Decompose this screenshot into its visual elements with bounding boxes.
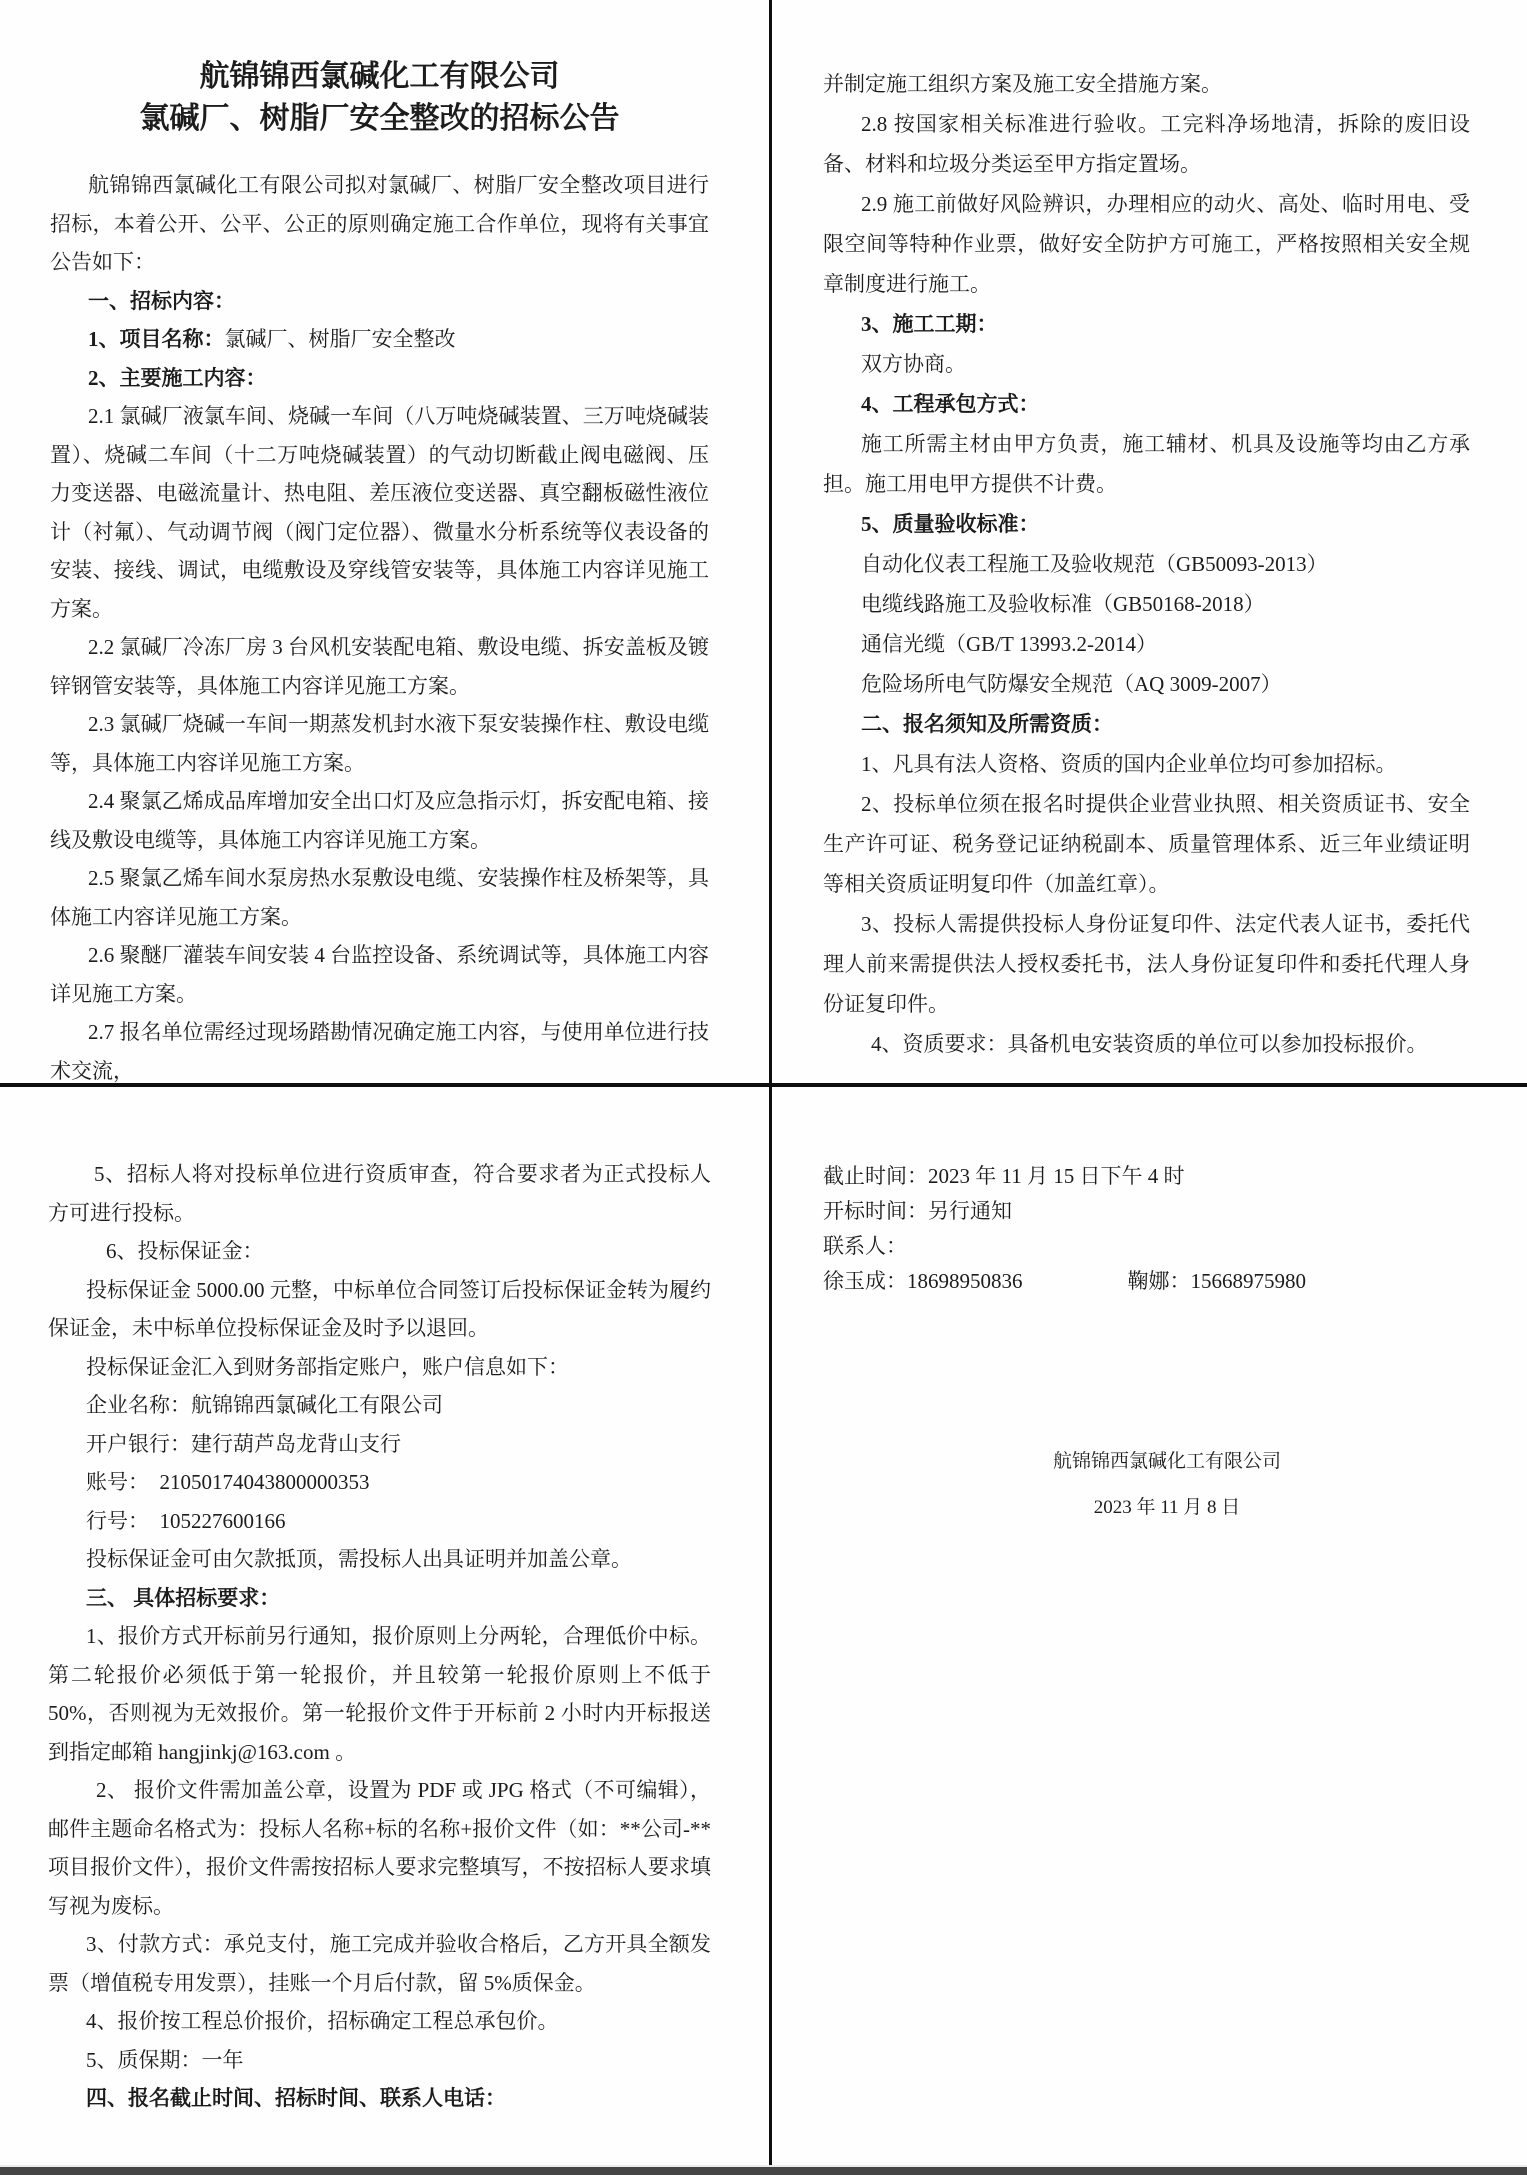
registration-note-4: 4、资质要求：具备机电安装资质的单位可以参加投标报价。 [871,1032,1428,1056]
standard-gbt13993: 通信光缆（GB/T 13993.2-2014） [861,632,1157,656]
work-item-2-9: 2.9 施工前做好风险辨识，办理相应的动火、高处、临时用电、受限空间等特种作业票，做好安全防护方可施工，严格按照相关安全规章制度进行施工。 [823,192,1470,296]
contact-gap [1023,1269,1128,1293]
bid-requirement-2: 2、 报价文件需加盖公章，设置为 PDF 或 JPG 格式（不可编辑），邮件主题命名格式为：投标人名称+标的名称+报价文件（如：**公司-**项目报价文件），报价文件需按招标人要求完整填写，不按招标人要求填写视为废标。 [48,1778,711,1918]
bid-requirement-5: 5、质保期：一年 [86,2047,244,2072]
contact-label: 联系人： [823,1234,907,1258]
work-item-2-2: 2.2 氯碱厂冷冻厂房 3 台风机安装配电箱、敷设电缆、拆安盖板及镀锌钢管安装等，具体施工内容详见施工方案。 [50,635,709,698]
deadline-line: 截止时间：2023 年 11 月 15 日下午 4 时 [823,1164,1185,1188]
contract-mode-heading: 4、工程承包方式： [861,392,1040,416]
page-1-body [50,166,709,1087]
bid-requirement-4: 4、报价按工程总价报价，招标确定工程总承包价。 [86,2009,559,2033]
registration-note-1: 1、凡具有法人资格、资质的国内企业单位均可参加招标。 [861,752,1397,776]
project-name-line [50,320,709,359]
page-3 [0,1087,772,2167]
signature-date: 2023 年 11 月 8 日 [1093,1497,1241,1518]
work-item-2-3: 2.3 氯碱厂烧碱一车间一期蒸发机封水液下泵安装操作柱、敷设电缆等，具体施工内容详见施工方案。 [50,712,709,775]
standard-gb50093: 自动化仪表工程施工及验收规范（GB50093-2013） [861,552,1328,576]
bank-code: 行号： 105227600166 [86,1508,286,1533]
bottom-edge-band [0,2167,1527,2175]
standard-gb50168: 电缆线路施工及验收标准（GB50168-2018） [861,592,1265,616]
account-number: 账号： 21050174043800000353 [86,1470,370,1494]
construction-period-text: 双方协商。 [861,352,966,376]
account-company-name: 企业名称：航锦锦西氯碱化工有限公司 [86,1393,443,1417]
account-bank: 开户银行：建行葫芦岛龙背山支行 [86,1431,401,1456]
project-name-value: 氯碱厂、树脂厂安全整改 [224,327,456,351]
work-item-2-7-continuation: 并制定施工组织方案及施工安全措施方案。 [823,72,1222,96]
bid-requirement-1: 1、报价方式开标前另行通知，报价原则上分两轮，合理低价中标。第二轮报价必须低于第一轮报价，并且较第一轮报价原则上不低于 50%，否则视为无效报价。第一轮报价文件于开标前 2 小时内开标报送到指定邮箱 hangjinkj@163.com 。 [48,1624,711,1764]
work-item-2-8: 2.8 按国家相关标准进行验收。工完料净场地清，拆除的废旧设备、材料和垃圾分类运至甲方指定置场。 [823,112,1470,176]
contact-ju-na: 鞠娜：15668975980 [1127,1269,1306,1293]
registration-note-2: 2、投标单位须在报名时提供企业营业执照、相关资质证书、安全生产许可证、税务登记证纳税副本、质量管理体系、近三年业绩证明等相关资质证明复印件（加盖红章）。 [823,792,1470,896]
quality-standard-heading: 5、质量验收标准： [861,512,1040,536]
signature-company: 航锦锦西氯碱化工有限公司 [1053,1451,1282,1472]
contact-line [823,1264,1487,1299]
doc-title-line1: 航锦锦西氯碱化工有限公司 [199,60,560,93]
contact-xu-yucheng: 徐玉成：18698950836 [823,1269,1023,1293]
standard-aq3009: 危险场所电气防爆安全规范（AQ 3009-2007） [861,672,1282,696]
section-1-heading: 一、招标内容： [88,288,235,313]
work-item-2-6: 2.6 聚醚厂灌装车间安装 4 台监控设备、系统调试等，具体施工内容详见施工方案。 [50,943,709,1006]
bid-bond-note: 投标保证金可由欠款抵顶，需投标人出具证明并加盖公章。 [86,1547,632,1571]
project-name-label: 1、项目名称： [88,327,225,351]
work-item-2-1: 2.1 氯碱厂液氯车间、烧碱一车间（八万吨烧碱装置、三万吨烧碱装置）、烧碱二车间（十二万吨烧碱装置）的气动切断截止阀电磁阀、压力变送器、电磁流量计、热电阻、差压液位变送器、真空翻板磁性液位计（衬氟）、气动调节阀（阀门定位器）、微量水分析系统等仪表设备的安装、接线、调试，电缆敷设及穿线管安装等，具体施工内容详见施工方案。 [50,404,709,621]
contract-mode-text: 施工所需主材由甲方负责，施工辅材、机具及设施等均由乙方承担。施工用电甲方提供不计费。 [823,432,1470,496]
registration-note-5: 5、招标人将对投标单位进行资质审查，符合要求者为正式投标人方可进行投标。 [48,1162,711,1225]
bid-requirement-3: 3、付款方式：承兑支付，施工完成并验收合格后，乙方开具全额发票（增值税专用发票），挂账一个月后付款，留 5%质保金。 [48,1932,711,1995]
work-item-2-5: 2.5 聚氯乙烯车间水泵房热水泵敷设电缆、安装操作柱及桥架等，具体施工内容详见施工方案。 [50,866,709,929]
registration-note-3: 3、投标人需提供投标人身份证复印件、法定代表人证书，委托代理人前来需提供法人授权委托书，法人身份证复印件和委托代理人身份证复印件。 [823,912,1470,1016]
construction-period-heading: 3、施工工期： [861,312,998,336]
section-3-heading: 三、 具体招标要求： [86,1585,281,1610]
doc-title-line2: 氯碱厂、树脂厂安全整改的招标公告 [139,102,620,135]
bid-bond-account-intro: 投标保证金汇入到财务部指定账户，账户信息如下： [86,1354,569,1379]
section-4-heading: 四、报名截止时间、招标时间、联系人电话： [86,2086,506,2110]
work-item-2-4: 2.4 聚氯乙烯成品库增加安全出口灯及应急指示灯，拆安配电箱、接线及敷设电缆等，具体施工内容详见施工方案。 [50,789,709,852]
page-1 [0,0,772,1087]
bid-bond-amount: 投标保证金 5000.00 元整，中标单位合同签订后投标保证金转为履约保证金，未中标单位投标保证金及时予以退回。 [48,1277,711,1340]
bid-bond-heading: 6、投标保证金： [106,1239,264,1263]
main-works-heading: 2、主要施工内容： [88,365,267,390]
signature-block [1053,1439,1281,1531]
bid-opening-line: 开标时间：另行通知 [823,1199,1012,1223]
page-4 [772,1087,1527,2167]
section-2-heading: 二、报名须知及所需资质： [861,712,1113,736]
page-2 [772,0,1527,1087]
work-item-2-7: 2.7 报名单位需经过现场踏勘情况确定施工内容，与使用单位进行技术交流， [50,1020,709,1083]
intro-paragraph: 航锦锦西氯碱化工有限公司拟对氯碱厂、树脂厂安全整改项目进行招标，本着公开、公平、公正的原则确定施工合作单位，现将有关事宜公告如下： [50,173,709,274]
